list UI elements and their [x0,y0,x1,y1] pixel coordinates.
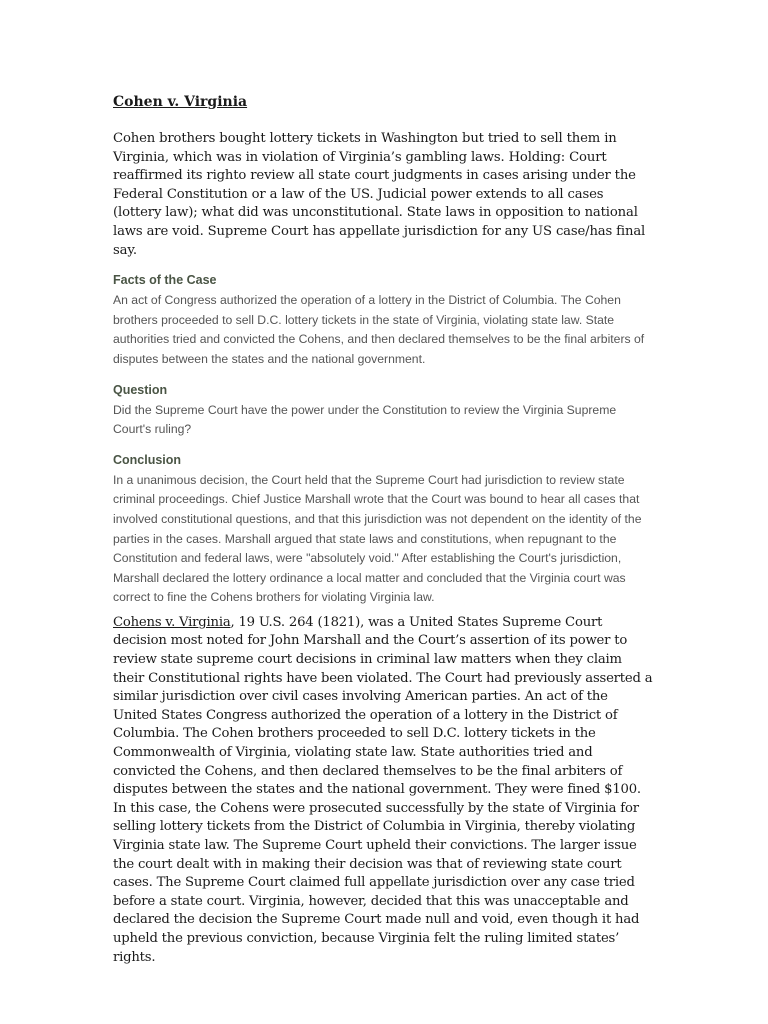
document-title: Cohen v. Virginia [113,94,248,110]
section-facts [113,272,655,369]
section-question [113,382,655,440]
intro-paragraph: Cohen brothers bought lottery tickets in Washington but tried to sell them in Virginia, which was in violation of Virginia’s gambling laws. Holding: Court reaffirmed its righto review all state court judgments in cases arising under the Federal Constitution or a law of the US. Judicial power extends to all cases (lottery law); what did was unconstitutional. State laws in opposition to national laws are void. Supreme Court has appellate jurisdiction for any US case/has final say. [113,131,646,258]
wiki-paragraph-text: , 19 U.S. 264 (1821), was a United States Supreme Court decision most noted for John Marshall and the Court’s assertion of its power to review state supreme court decisions in criminal law matters when they claim their Constitutional rights have been violated. The Court had previously asserted a similar jurisdiction over civil cases involving American parties. An act of the United States Congress authorized the operation of a lottery in the District of Columbia. The Cohen brothers proceeded to sell D.C. lottery tickets in the Commonwealth of Virginia, violating state law. State authorities tried and convicted the Cohens, and then declared themselves to be the final arbiters of disputes between the states and the national government. They were fined $100. In this case, the Cohens were prosecuted successfully by the state of Virginia for selling lottery tickets from the District of Columbia in Virginia, thereby violating Virginia state law. The Supreme Court upheld their convictions. The larger issue the court dealt with in making their decision was that of reviewing state court cases. The Supreme Court claimed full appellate jurisdiction over any case tried before a state court. Virginia, however, decided that this was unacceptable and declared the decision the Supreme Court made null and void, even though it had upheld the previous conviction, because Virginia felt the ruling limited states’ rights. [113,614,653,965]
document-page [113,92,655,967]
wiki-paragraph [113,614,655,967]
section-body-conclusion: In a unanimous decision, the Court held that the Supreme Court had jurisdiction to review state criminal proceedings. Chief Justice Marshall wrote that the Court was bound to hear all cases that involved constitutional questions, and that this jurisdiction was not dependent on the identity of the parties in the cases. Marshall argued that state laws and constitutions, when repugnant to the Constitution and federal laws, were "absolutely void." After establishing the Court's jurisdiction, Marshall declared the lottery ordinance a local matter and concluded that the Virginia court was correct to fine the Cohens brothers for violating Virginia law. [113,472,642,605]
section-heading-question: Question [113,382,168,397]
section-conclusion [113,452,655,608]
section-heading-facts: Facts of the Case [113,273,217,288]
section-heading-conclusion: Conclusion [113,452,182,467]
case-link[interactable]: Cohens v. Virginia [113,614,231,630]
section-body-question: Did the Supreme Court have the power under the Constitution to review the Virginia Supreme Court's ruling? [113,402,617,437]
section-body-facts: An act of Congress authorized the operation of a lottery in the District of Columbia. The Cohen brothers proceeded to sell D.C. lottery tickets in the state of Virginia, violating state law. State authorities tried and convicted the Cohens, and then declared themselves to be the final arbiters of disputes between the states and the national government. [113,293,645,366]
